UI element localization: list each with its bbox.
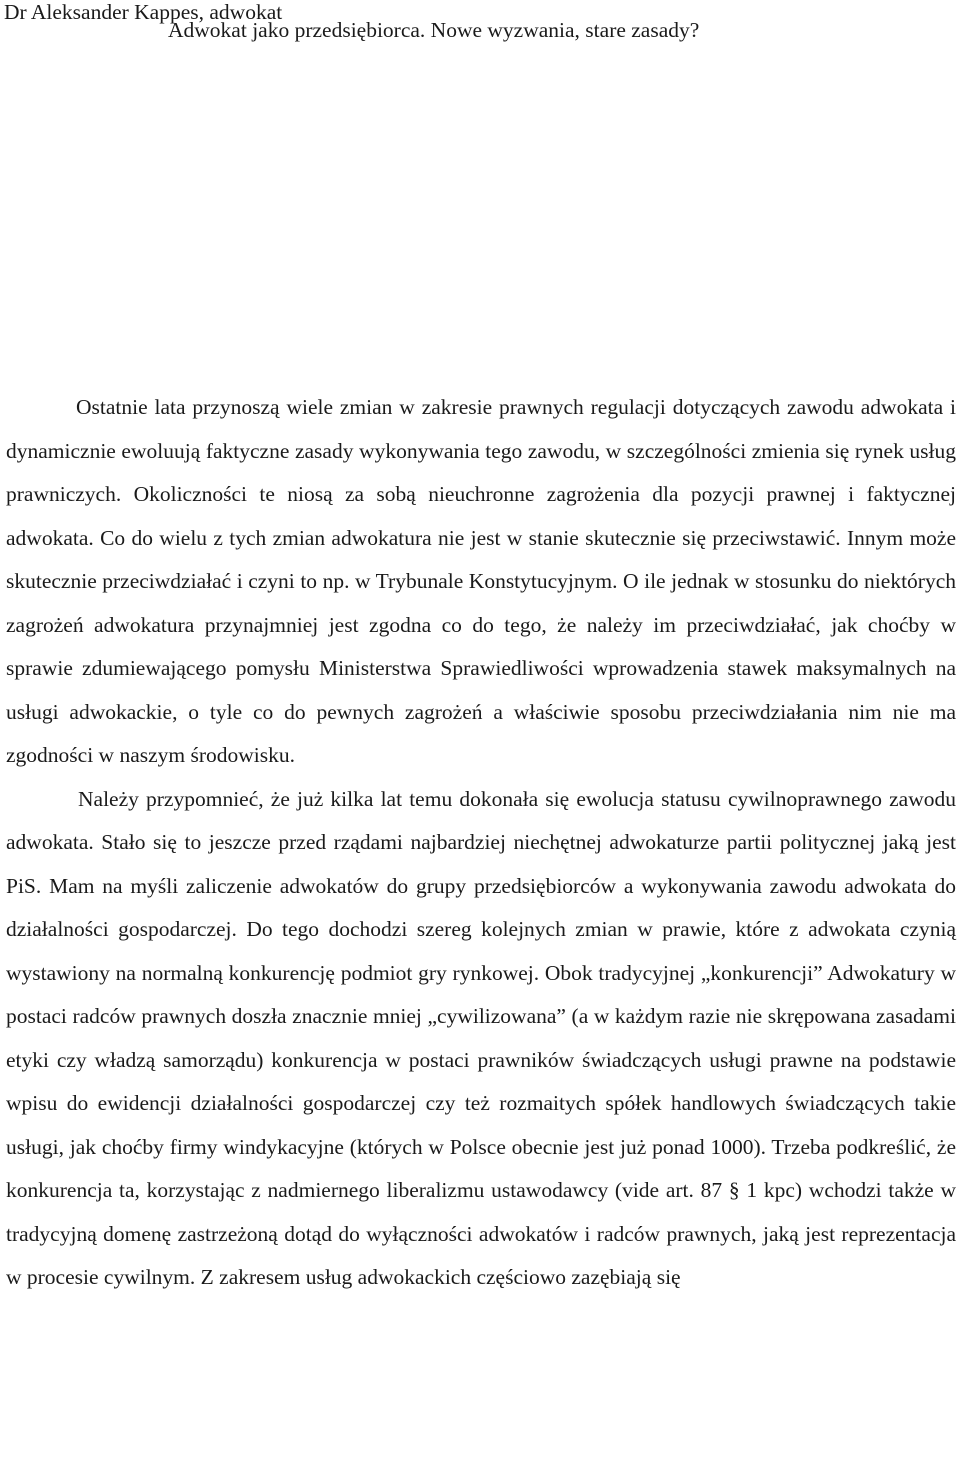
document-title: Adwokat jako przedsiębiorca. Nowe wyzwania, stare zasady?	[168, 18, 700, 42]
paragraph: Ostatnie lata przynoszą wiele zmian w zakresie prawnych regulacji dotyczących zawodu adwokata i dynamicznie ewoluują faktyczne zasady wykonywania tego zawodu, w szczególności zmienia się rynek usług prawniczych. Okoliczności te niosą za sobą nieuchronne zagrożenia dla pozycji prawnej i faktycznej adwokata. Co do wielu z tych zmian adwokatura nie jest w stanie skutecznie się przeciwstawić. Innym może skutecznie przeciwdziałać i czyni to np. w Trybunale Konstytucyjnym. O ile jednak w stosunku do niektórych zagrożeń adwokatura przynajmniej jest zgodna co do tego, że należy im przeciwdziałać, jak choćby w sprawie zdumiewającego pomysłu Ministerstwa Sprawiedliwości wprowadzenia stawek maksymalnych na usługi adwokackie, o tyle co do pewnych zagrożeń a właściwie sposobu przeciwdziałania nim nie ma zgodności w naszym środowisku.	[6, 395, 956, 767]
author-line: Dr Aleksander Kappes, adwokat	[4, 0, 283, 24]
paragraph: Należy przypomnieć, że już kilka lat temu dokonała się ewolucja statusu cywilnoprawnego zawodu adwokata. Stało się to jeszcze przed rządami najbardziej niechętnej adwokaturze partii politycznej jaką jest PiS. Mam na myśli zaliczenie adwokatów do grupy przedsiębiorców a wykonywania zawodu adwokata do działalności gospodarczej. Do tego dochodzi szereg kolejnych zmian w prawie, które z adwokata czynią wystawiony na normalną konkurencję podmiot gry rynkowej. Obok tradycyjnej „konkurencji” Adwokatury w postaci radców prawnych doszła znacznie mniej „cywilizowana” (a w każdym razie nie skrępowana zasadami etyki czy władzą samorządu) konkurencja w postaci prawników świadczących usługi prawne na podstawie wpisu do ewidencji działalności gospodarczej czy też rozmaitych spółek handlowych świadczących takie usługi, jak choćby firmy windykacyjne (których w Polsce obecnie jest już ponad 1000). Trzeba podkreślić, że konkurencja ta, korzystając z nadmiernego liberalizmu ustawodawcy (vide art. 87 § 1 kpc) wchodzi także w tradycyjną domenę zastrzeżoną dotąd do wyłączności adwokatów i radców prawnych, jaką jest reprezentacja w procesie cywilnym. Z zakresem usług adwokackich częściowo zazębiają się	[6, 786, 956, 1289]
document-body	[6, 386, 956, 1300]
